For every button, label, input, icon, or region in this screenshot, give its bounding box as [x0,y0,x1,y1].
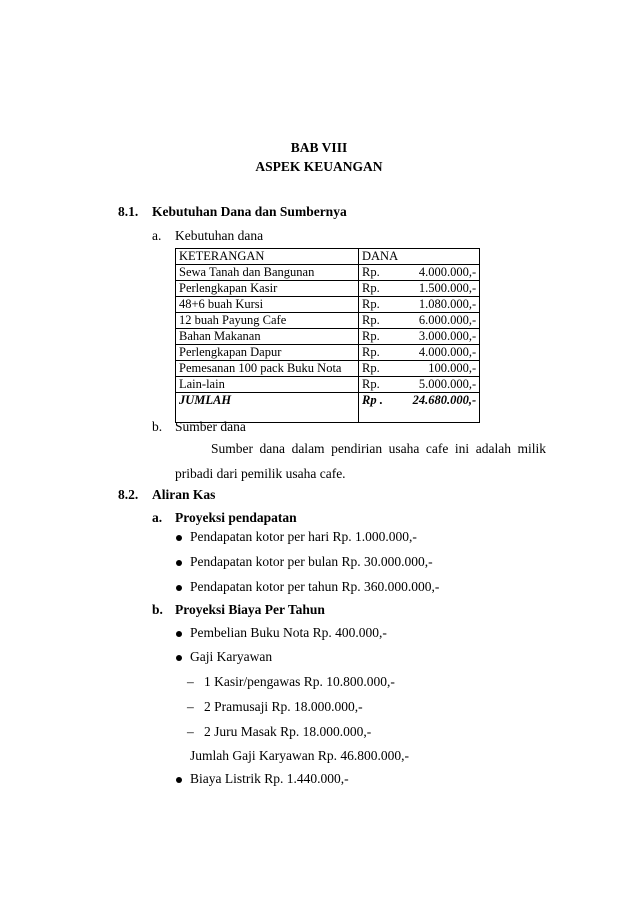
row-item: Sewa Tanah dan Bangunan [176,265,359,281]
total-currency: Rp . [359,393,402,423]
row-item: Lain-lain [176,377,359,393]
sub-b-title: Sumber dana [175,419,246,434]
table-row [176,361,480,377]
table-row [176,281,480,297]
section-8-2-title: Aliran Kas [152,487,216,502]
chapter-title: ASPEK KEUANGAN [255,159,383,174]
total-label: JUMLAH [176,393,359,423]
header-keterangan: KETERANGAN [176,249,359,265]
header-dana: DANA [359,249,402,265]
row-item: Perlengkapan Dapur [176,345,359,361]
table-header-row [176,249,480,265]
sub-list-item: 1 Kasir/pengawas Rp. 10.800.000,- [204,674,395,689]
bullet-icon [176,772,184,780]
table-row [176,377,480,393]
section-8-1-title: Kebutuhan Dana dan Sumbernya [152,204,347,219]
table-row [176,329,480,345]
row-currency: Rp. [359,313,402,329]
bullet-icon [176,650,184,658]
list-item: Gaji Karyawan [190,649,273,664]
chapter-number: BAB VIII [290,140,348,155]
list-item: Biaya Listrik Rp. 1.440.000,- [190,771,349,786]
list-item: Pendapatan kotor per tahun Rp. 360.000.000,- [190,579,440,594]
total-amount: 24.680.000,- [401,393,480,423]
source-paragraph: Sumber dana dalam pendirian usaha cafe ini adalah milik [211,441,546,456]
table-row [176,313,480,329]
sub-b-label: b. [152,419,163,434]
dash-icon: – [187,724,194,739]
sub-b-title: Proyeksi Biaya Per Tahun [175,602,325,617]
row-currency: Rp. [359,297,402,313]
row-item: Pemesanan 100 pack Buku Nota [176,361,359,377]
table-row [176,297,480,313]
row-currency: Rp. [359,329,402,345]
row-amount: 4.000.000,- [401,265,480,281]
row-item: Bahan Makanan [176,329,359,345]
bullet-icon [176,626,184,634]
row-currency: Rp. [359,281,402,297]
funding-table [175,248,480,423]
row-item: 12 buah Payung Cafe [176,313,359,329]
row-amount: 1.500.000,- [401,281,480,297]
section-8-1-number: 8.1. [118,204,139,219]
bullet-icon [176,530,184,538]
table-row [176,265,480,281]
dash-icon: – [187,699,194,714]
row-amount: 100.000,- [401,361,480,377]
header-dana-blank [401,249,480,265]
salary-total: Jumlah Gaji Karyawan Rp. 46.800.000,- [190,748,409,763]
row-item: 48+6 buah Kursi [176,297,359,313]
row-currency: Rp. [359,345,402,361]
sub-a-label: a. [152,228,162,243]
row-currency: Rp. [359,265,402,281]
sub-list-item: 2 Pramusaji Rp. 18.000.000,- [204,699,363,714]
list-item: Pembelian Buku Nota Rp. 400.000,- [190,625,387,640]
sub-a-label: a. [152,510,163,525]
row-currency: Rp. [359,361,402,377]
list-item: Pendapatan kotor per bulan Rp. 30.000.000,- [190,554,433,569]
row-currency: Rp. [359,377,402,393]
row-amount: 6.000.000,- [401,313,480,329]
bullet-icon [176,555,184,563]
sub-a-title: Kebutuhan dana [175,228,264,243]
bullet-icon [176,580,184,588]
sub-b-label: b. [152,602,163,617]
row-amount: 3.000.000,- [401,329,480,345]
sub-a-title: Proyeksi pendapatan [175,510,297,525]
row-amount: 5.000.000,- [401,377,480,393]
list-item: Pendapatan kotor per hari Rp. 1.000.000,- [190,529,417,544]
row-item: Perlengkapan Kasir [176,281,359,297]
section-8-2-number: 8.2. [118,487,139,502]
table-row [176,345,480,361]
sub-list-item: 2 Juru Masak Rp. 18.000.000,- [204,724,372,739]
source-paragraph-line2: pribadi dari pemilik usaha cafe. [175,466,346,481]
table-total-row [176,393,480,423]
row-amount: 1.080.000,- [401,297,480,313]
dash-icon: – [187,674,194,689]
row-amount: 4.000.000,- [401,345,480,361]
